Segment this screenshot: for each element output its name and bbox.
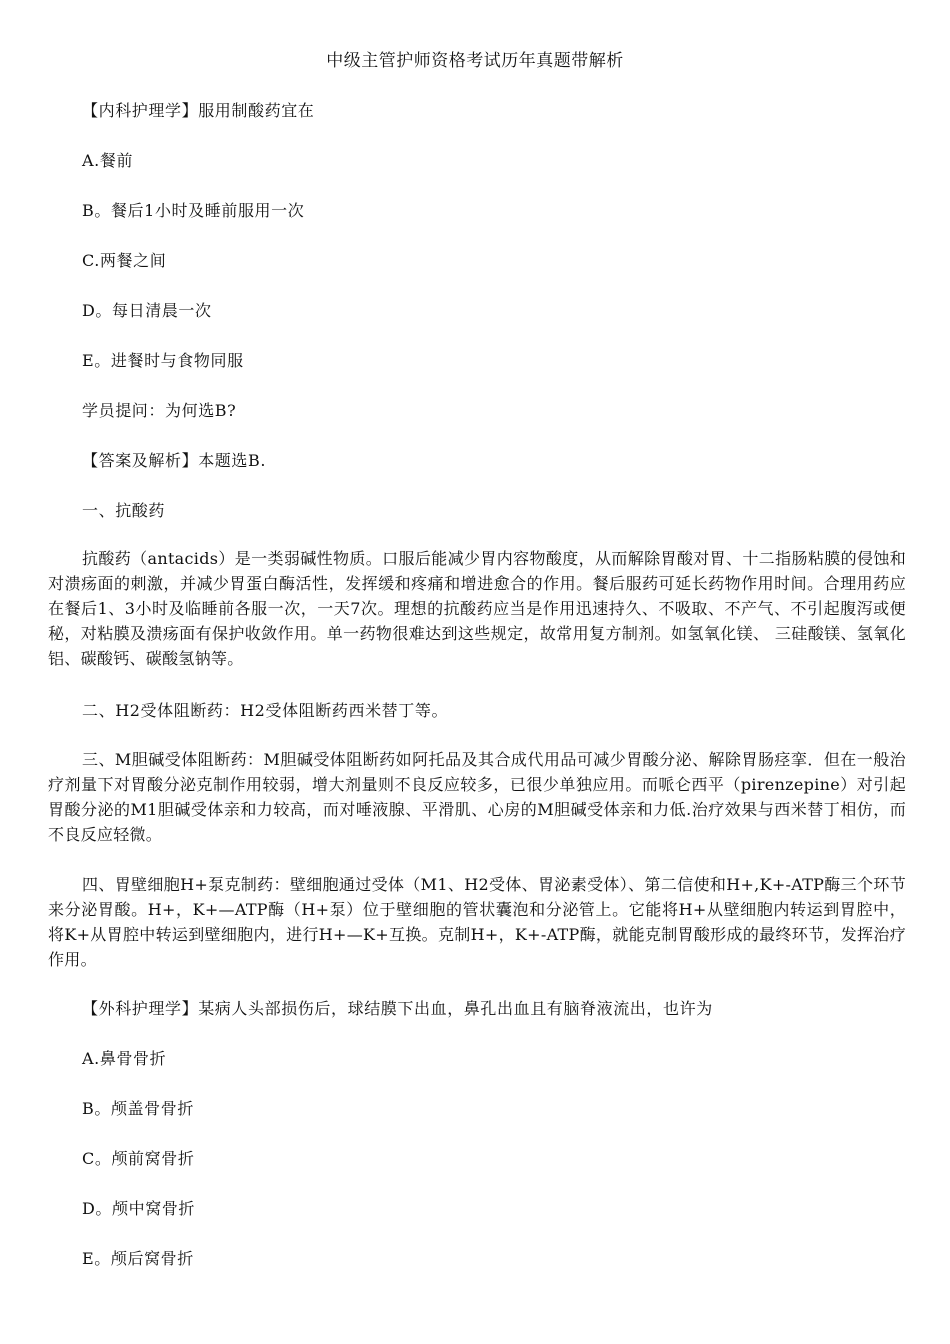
paragraph-m-blockers: 三、M胆碱受体阻断药：M胆碱受体阻断药如阿托品及其合成代用品可减少胃酸分泌、解除胃肠痉挛．但在一般治疗剂量下对胃酸分泌克制作用较弱，增大剂量则不良反应较多，已很少单独应用。而哌仑西平（pirenzepine）对引起胃酸分泌的M1胆碱受体亲和力较高，而对唾液腺、平滑肌、心房的M胆碱受体亲和力低.治疗效果与西米替丁相仿，而不良反应轻微。 — [48, 750, 906, 844]
q2-option-c: C。颅前窝骨折 — [82, 1149, 195, 1168]
q2-option-a: A.鼻骨骨折 — [82, 1049, 167, 1068]
student-question: 学员提问：为何选B? — [82, 401, 237, 420]
paragraph-proton-pump: 四、胃壁细胞H+泵克制药：壁细胞通过受体（M1、H2受体、胃泌素受体）、第二信使和H+,K+-ATP酶三个环节来分泌胃酸。H+，K+—ATP酶（H+泵）位于壁细胞的管状囊泡和分泌管上。它能将H+从壁细胞内转运到胃腔中，将K+从胃腔中转运到壁细胞内，进行H+—K+互换。克制H+，K+-ATP酶，就能克制胃酸形成的最终环节，发挥治疗作用。 — [48, 875, 906, 969]
question-1-stem: 【内科护理学】服用制酸药宜在 — [82, 101, 315, 120]
page-title: 中级主管护师资格考试历年真题带解析 — [326, 51, 624, 71]
q1-option-e: E。进餐时与食物同服 — [82, 351, 244, 370]
paragraph-antacids: 抗酸药（antacids）是一类弱碱性物质。口服后能减少胃内容物酸度，从而解除胃酸对胃、十二指肠粘膜的侵蚀和对溃疡面的刺激，并减少胃蛋白酶活性，发挥缓和疼痛和增进愈合的作用。餐后服药可延长药物作用时间。合理用药应在餐后1、3小时及临睡前各服一次，一天7次。理想的抗酸药应当是作用迅速持久、不吸取、不产气、不引起腹泻或便秘，对粘膜及溃疡面有保护收敛作用。单一药物很难达到这些规定，故常用复方制剂。如氢氧化镁、 三硅酸镁、氢氧化铝、碳酸钙、碳酸氢钠等。 — [48, 549, 906, 668]
section-heading-antacids: 一、抗酸药 — [82, 501, 166, 520]
q1-option-b: B。餐后1小时及睡前服用一次 — [82, 201, 305, 220]
q1-option-c: C.两餐之间 — [82, 251, 167, 270]
q2-option-d: D。颅中窝骨折 — [82, 1199, 196, 1218]
question-2-stem: 【外科护理学】某病人头部损伤后，球结膜下出血，鼻孔出血且有脑脊液流出，也许为 — [82, 999, 713, 1018]
q2-option-e: E。颅后窝骨折 — [82, 1249, 194, 1268]
section-heading-h2-blockers: 二、H2受体阻断药：H2受体阻断药西米替丁等。 — [82, 701, 449, 720]
q2-option-b: B。颅盖骨骨折 — [82, 1099, 194, 1118]
answer-line: 【答案及解析】本题选B. — [82, 451, 267, 470]
q1-option-a: A.餐前 — [82, 151, 134, 170]
q1-option-d: D。每日清晨一次 — [82, 301, 212, 320]
